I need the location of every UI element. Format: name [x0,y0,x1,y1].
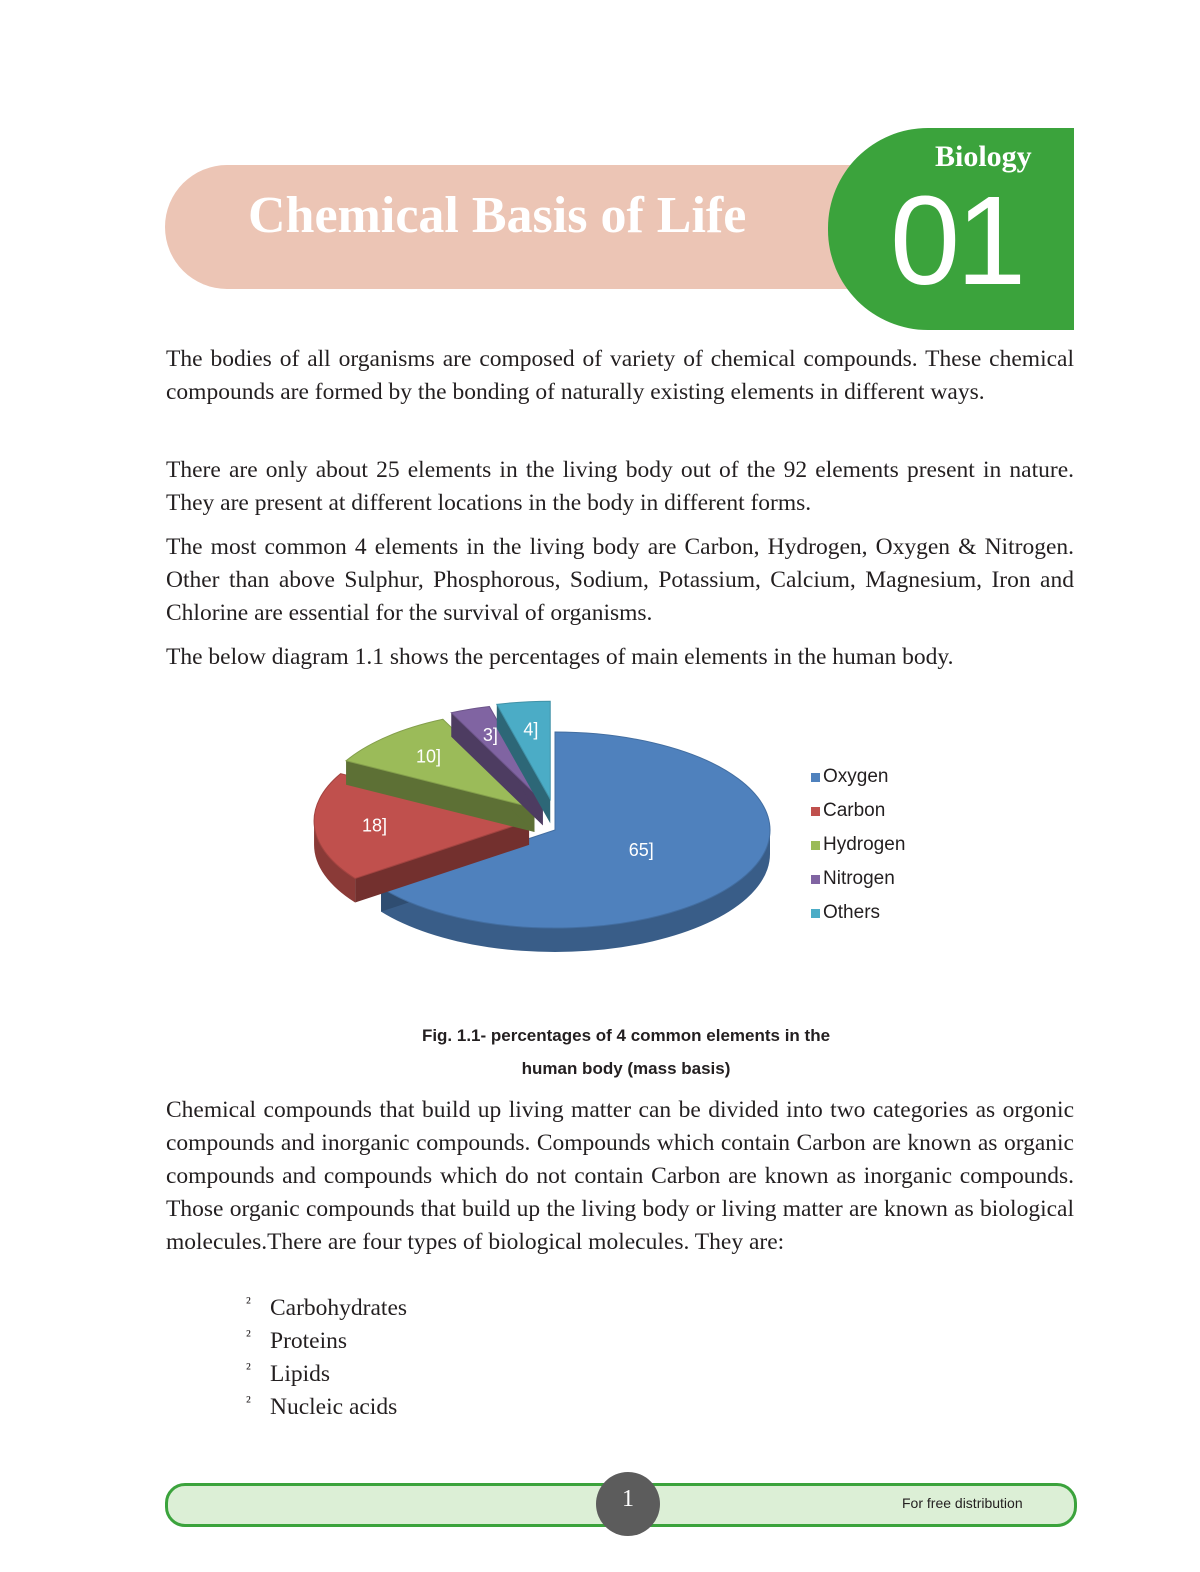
legend-swatch-others [811,909,820,918]
subject-label: Biology [935,140,1032,173]
bullet-marker: ² [246,1295,251,1312]
legend-swatch-nitrogen [811,875,820,884]
list-item [246,1292,407,1325]
page-number: 1 [622,1486,634,1512]
figure-caption-line1: Fig. 1.1- percentages of 4 common elements in the [421,1026,831,1045]
pie-data-label-carbon: 18] [362,815,388,836]
legend-swatch-oxygen [811,773,820,782]
figure-caption-line2: human body (mass basis) [521,1059,731,1078]
bullet-marker: ² [246,1328,251,1345]
list-item-text: Proteins [270,1328,348,1354]
intro-paragraph: The bodies of all organisms are composed of variety of chemical compounds. These chemical compounds are formed by the bonding of naturally existing elements in different ways. [166,346,1074,405]
legend-label-nitrogen: Nitrogen [823,868,895,889]
legend-label-others: Others [823,902,881,923]
footer-distribution-note: For free distribution [902,1495,1023,1511]
legend-label-carbon: Carbon [823,800,886,821]
bullet-marker: ² [246,1361,251,1378]
bullet-marker: ² [246,1394,251,1411]
elements-count-paragraph: There are only about 25 elements in the living body out of the 92 elements present in nature. They are present at different locations in the body in different forms. [166,457,1074,516]
list-item [246,1325,407,1358]
pie-data-label-oxygen: 65] [628,840,654,861]
pie-data-label-nitrogen: 3] [482,724,498,745]
chapter-number: 01 [890,170,1023,311]
chapter-title: Chemical Basis of Life [248,187,747,244]
list-item [246,1358,407,1391]
compounds-paragraph: Chemical compounds that build up living matter can be divided into two categories as orgonic compounds and inorganic compounds. Compounds which contain Carbon are known as organic compounds and compounds which do not contain Carbon are known as inorganic compounds. Those organic compounds that build up the living body or living matter are known as biological molecules.There are four types of biological molecules. They are: [166,1097,1074,1255]
biomolecule-list [246,1292,407,1424]
legend-label-oxygen: Oxygen [823,766,889,787]
list-item-text: Lipids [270,1361,331,1387]
list-item [246,1391,407,1424]
diagram-intro-paragraph: The below diagram 1.1 shows the percentages of main elements in the human body. [166,644,954,670]
pie-data-label-others: 4] [523,719,539,740]
list-item-text: Nucleic acids [270,1394,398,1420]
legend-swatch-carbon [811,807,820,816]
pie-data-label-hydrogen: 10] [415,746,442,767]
legend-label-hydrogen: Hydrogen [823,834,906,855]
list-item-text: Carbohydrates [270,1295,408,1321]
common-elements-paragraph: The most common 4 elements in the living body are Carbon, Hydrogen, Oxygen & Nitrogen. Other than above Sulphur, Phosphorous, Sodium, Potassium, Calcium, Magnesium, Iron and Chlorine are essential for the survival of organisms. [166,534,1074,626]
legend-swatch-hydrogen [811,841,820,850]
